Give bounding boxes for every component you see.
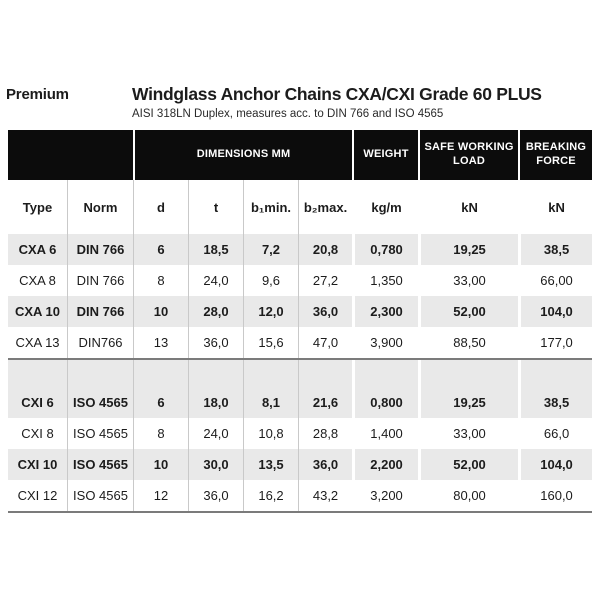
table-row xyxy=(8,234,592,265)
table-row xyxy=(8,296,592,327)
value-cell: ISO 4565 xyxy=(67,418,133,449)
value-cell: 43,2 xyxy=(298,480,352,511)
value-cell: 18,0 xyxy=(188,387,243,418)
value-cell: 47,0 xyxy=(298,327,352,358)
value-cell: 1,350 xyxy=(352,265,418,296)
table-row xyxy=(8,449,592,480)
value-cell: 0,780 xyxy=(352,234,418,265)
type-cell: CXI 12 xyxy=(8,480,67,511)
value-cell: 66,0 xyxy=(518,418,592,449)
table-row xyxy=(8,265,592,296)
value-cell: ISO 4565 xyxy=(67,449,133,480)
value-cell: 28,0 xyxy=(188,296,243,327)
column-header-row xyxy=(8,180,592,234)
table-row xyxy=(8,327,592,358)
spacer-cell xyxy=(8,360,67,387)
type-cell: CXA 8 xyxy=(8,265,67,296)
spacer-cell xyxy=(418,360,518,387)
band-safe-working-load: SAFE WORKING LOAD xyxy=(418,130,518,180)
value-cell: DIN 766 xyxy=(67,234,133,265)
value-cell: 2,300 xyxy=(352,296,418,327)
value-cell: 27,2 xyxy=(298,265,352,296)
type-cell: CXI 10 xyxy=(8,449,67,480)
value-cell: 30,0 xyxy=(188,449,243,480)
table-row xyxy=(8,480,592,511)
chain-spec-table xyxy=(8,130,592,513)
col-header-t: t xyxy=(188,180,243,234)
value-cell: 38,5 xyxy=(518,387,592,418)
value-cell: DIN766 xyxy=(67,327,133,358)
value-cell: 6 xyxy=(133,387,188,418)
value-cell: 36,0 xyxy=(298,449,352,480)
value-cell: 10,8 xyxy=(243,418,298,449)
spacer-cell xyxy=(518,360,592,387)
col-header-type: Type xyxy=(8,180,67,234)
value-cell: 8 xyxy=(133,265,188,296)
type-cell: CXI 8 xyxy=(8,418,67,449)
band-corner xyxy=(8,130,133,180)
value-cell: 15,6 xyxy=(243,327,298,358)
value-cell: DIN 766 xyxy=(67,265,133,296)
value-cell: 24,0 xyxy=(188,418,243,449)
value-cell: 104,0 xyxy=(518,296,592,327)
value-cell: 21,6 xyxy=(298,387,352,418)
value-cell: 6 xyxy=(133,234,188,265)
value-cell: 52,00 xyxy=(418,296,518,327)
value-cell: 12,0 xyxy=(243,296,298,327)
section-separator-row xyxy=(8,511,592,513)
value-cell: 33,00 xyxy=(418,418,518,449)
value-cell: 12 xyxy=(133,480,188,511)
spacer-cell xyxy=(67,360,133,387)
type-cell: CXA 6 xyxy=(8,234,67,265)
value-cell: 20,8 xyxy=(298,234,352,265)
col-header-kn-bf: kN xyxy=(518,180,592,234)
value-cell: 3,200 xyxy=(352,480,418,511)
value-cell: 9,6 xyxy=(243,265,298,296)
value-cell: 0,800 xyxy=(352,387,418,418)
spacer-cell xyxy=(188,360,243,387)
table-band-row xyxy=(8,130,592,180)
value-cell: 1,400 xyxy=(352,418,418,449)
band-weight: WEIGHT xyxy=(352,130,418,180)
value-cell: 19,25 xyxy=(418,234,518,265)
value-cell: 36,0 xyxy=(298,296,352,327)
value-cell: 10 xyxy=(133,296,188,327)
value-cell: 38,5 xyxy=(518,234,592,265)
table-row xyxy=(8,387,592,418)
value-cell: 80,00 xyxy=(418,480,518,511)
col-header-kn-swl: kN xyxy=(418,180,518,234)
spacer-row xyxy=(8,360,592,387)
col-header-d: d xyxy=(133,180,188,234)
col-header-b1min: b₁min. xyxy=(243,180,298,234)
type-cell: CXI 6 xyxy=(8,387,67,418)
value-cell: 36,0 xyxy=(188,327,243,358)
type-cell: CXA 10 xyxy=(8,296,67,327)
value-cell: 52,00 xyxy=(418,449,518,480)
col-header-b2max: b₂max. xyxy=(298,180,352,234)
band-dimensions: DIMENSIONS MM xyxy=(133,130,352,180)
type-cell: CXA 13 xyxy=(8,327,67,358)
value-cell: 36,0 xyxy=(188,480,243,511)
spacer-cell xyxy=(133,360,188,387)
separator-rule xyxy=(8,511,592,513)
value-cell: 8,1 xyxy=(243,387,298,418)
value-cell: 16,2 xyxy=(243,480,298,511)
value-cell: 160,0 xyxy=(518,480,592,511)
value-cell: 13 xyxy=(133,327,188,358)
page-subtitle: AISI 318LN Duplex, measures acc. to DIN 766 and ISO 4565 xyxy=(132,108,444,120)
title-block xyxy=(132,84,542,120)
col-header-norm: Norm xyxy=(67,180,133,234)
document-header xyxy=(0,0,600,120)
value-cell: 8 xyxy=(133,418,188,449)
page-title: Windglass Anchor Chains CXA/CXI Grade 60 PLUS xyxy=(132,84,542,104)
value-cell: 24,0 xyxy=(188,265,243,296)
value-cell: 88,50 xyxy=(418,327,518,358)
spacer-cell xyxy=(352,360,418,387)
value-cell: 66,00 xyxy=(518,265,592,296)
value-cell: 3,900 xyxy=(352,327,418,358)
spacer-cell xyxy=(298,360,352,387)
value-cell: ISO 4565 xyxy=(67,480,133,511)
value-cell: ISO 4565 xyxy=(67,387,133,418)
value-cell: 33,00 xyxy=(418,265,518,296)
premium-label: Premium xyxy=(6,86,69,103)
value-cell: 7,2 xyxy=(243,234,298,265)
value-cell: 2,200 xyxy=(352,449,418,480)
band-breaking-force: BREAKING FORCE xyxy=(518,130,592,180)
spacer-cell xyxy=(243,360,298,387)
value-cell: 28,8 xyxy=(298,418,352,449)
value-cell: DIN 766 xyxy=(67,296,133,327)
value-cell: 18,5 xyxy=(188,234,243,265)
value-cell: 19,25 xyxy=(418,387,518,418)
value-cell: 10 xyxy=(133,449,188,480)
table-row xyxy=(8,418,592,449)
value-cell: 13,5 xyxy=(243,449,298,480)
col-header-kgm: kg/m xyxy=(352,180,418,234)
value-cell: 177,0 xyxy=(518,327,592,358)
value-cell: 104,0 xyxy=(518,449,592,480)
table-body xyxy=(8,234,592,513)
